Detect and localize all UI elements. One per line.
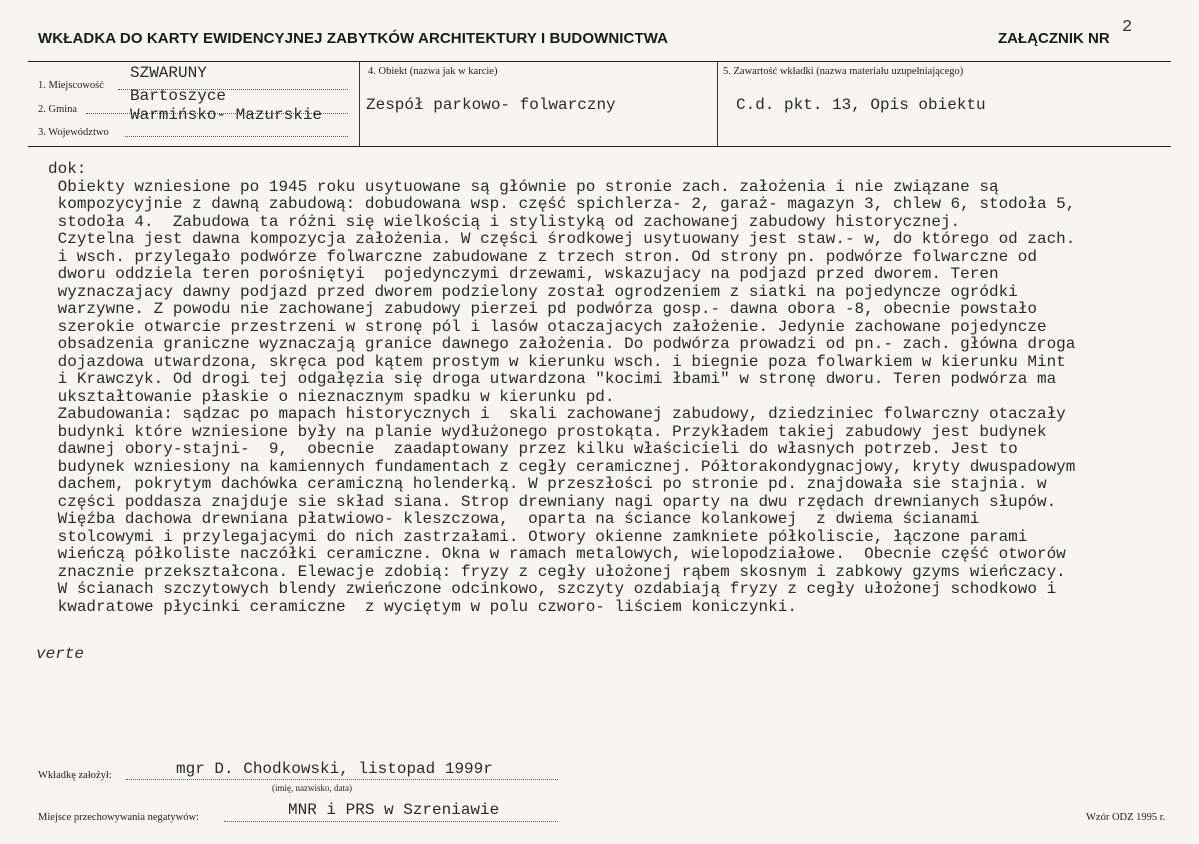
wojewodztwo-label: 3. Województwo	[38, 127, 109, 138]
author-dots	[126, 779, 558, 780]
verte-note: verte	[36, 645, 85, 663]
column-divider-2	[717, 62, 718, 146]
storage-dots	[224, 821, 558, 822]
object-label: 4. Obiekt (nazwa jak w karcie)	[368, 66, 498, 77]
object-value: Zespół parkowo- folwarczny	[366, 96, 616, 114]
form-title: WKŁADKA DO KARTY EWIDENCYJNEJ ZABYTKÓW ARCHITEKTURY I BUDOWNICTWA	[38, 30, 669, 47]
annex-label: ZAŁĄCZNIK NR	[998, 30, 1110, 47]
annex-number: 2	[1122, 18, 1133, 37]
object-description: dok: Obiekty wzniesione po 1945 roku usytuowane są głównie po stronie zach. założenia i nie związane są kompozycyjnie z dawną zabudową: dobudowana wsp. część spichlerza- 2, garaż- magazyn 3, chlew 6, stodoła 5, stodoła 4. Zabudowa ta różni się wielkością i stylistyką od zachowanej zabudowy historycznej. Czytelna jest dawna kompozycja założenia. W części środkowej usytuowany jest staw.- w, do którego od zach. i wsch. przylegało podwórze folwarczne zabudowane z trzech stron. Od strony pn. podwórze folwarczne od dworu oddziela teren porośniętyi pojedynczymi drzewami, wskazujacy na podjazd przed dworem. Teren wyznaczajacy dawny podjazd przed dworem podzielony został ogrodzeniem z siatki na pojedyncze ogródki warzywne. Z powodu nie zachowanej zabudowy pierzei pd podwórza gosp.- dawna obora -8, obecnie powstało szerokie otwarcie przestrzeni w stronę pól i lasów otaczajacych założenie. Jedynie zachowane pojedyncze obsadzenia graniczne wyznaczają granice dawnego założenia. Do podwórza prowadzi od pn.- zach. główna droga dojazdowa utwardzona, skręca pod kątem prostym w kierunku wsch. i biegnie poza folwarkiem w kierunku Mint i Krawczyk. Od drogi tej odgałęzia się droga utwardzona "kocimi łbami" w stronę dworu. Teren podwórza ma ukształtowanie płaskie o nieznacznym spadku w kierunku pd. Zabudowania: sądzac po mapach historycznych i skali zachowanej zabudowy, dziedziniec folwarczny otaczały budynki które wzniesione były na planie wydłużonego prostokąta. Przykładem takiej zabudowy jest budynek dawnej obory-stajni- 9, obecnie zaadaptowany przez kilku właścicieli do własnych potrzeb. Jest to budynek wzniesiony na kamiennych fundamentach z cegły ceramicznej. Półtorakondygnacjowy, kryty dwuspadowym dachem, pokrytym dachówka ceramiczną holenderką. W przeszłości po stronie pd. znajdowała sie stajnia. w części poddasza znajduje sie skład siana. Strop drewniany nagi oparty na dwu rzędach drewnianych słupów. Więźba dachowa drewniana płatwiowo- kleszczowa, oparta na ściance kolankowej z dwiema ścianami stolcowymi i przylegajacymi do nich zastrzałami. Otwory okienne zamkniete półkoliscie, łączone parami wieńczą półkoliste naczółki ceramiczne. Okna w ramach metalowych, wielopodziałowe. Obecnie część otworów znacznie przekształcona. Elewacje zdobią: fryzy z cegły ułożonej rąbem skosnym i zabkowy gzyms wieńczacy. W ścianach szczytowych blendy zwieńczone odcinkowo, szczyty ozdabiają fryzy z cegły ułożonej schodkowo i kwadratowe płycinki ceramiczne z wyciętym w polu czworo- liściem koniczynki.	[48, 160, 1076, 616]
storage-value: MNR i PRS w Szreniawie	[288, 801, 500, 819]
gmina-label: 2. Gmina	[38, 104, 78, 115]
gmina-value: Bartoszyce	[130, 87, 227, 105]
wojewodztwo-value: Warmińsko- Mazurskie	[130, 106, 323, 124]
author-label: Wkładkę założył:	[38, 770, 112, 781]
form-version: Wzór ODZ 1995 r.	[1086, 812, 1166, 823]
content-value: C.d. pkt. 13, Opis obiektu	[736, 96, 986, 114]
storage-label: Miejsce przechowywania negatywów:	[38, 812, 199, 823]
miejscowosc-label: 1. Miejscowość	[38, 80, 104, 91]
miejscowosc-value: SZWARUNY	[130, 64, 207, 82]
wojewodztwo-dots	[125, 136, 348, 137]
header-rule-top	[28, 61, 1171, 62]
author-value: mgr D. Chodkowski, listopad 1999r	[176, 760, 493, 778]
column-divider-1	[359, 62, 360, 146]
content-label: 5. Zawartość wkładki (nazwa materiału uzupełniającego)	[723, 66, 964, 77]
author-hint: (imię, nazwisko, data)	[272, 783, 352, 793]
header-rule-bottom	[28, 146, 1171, 147]
